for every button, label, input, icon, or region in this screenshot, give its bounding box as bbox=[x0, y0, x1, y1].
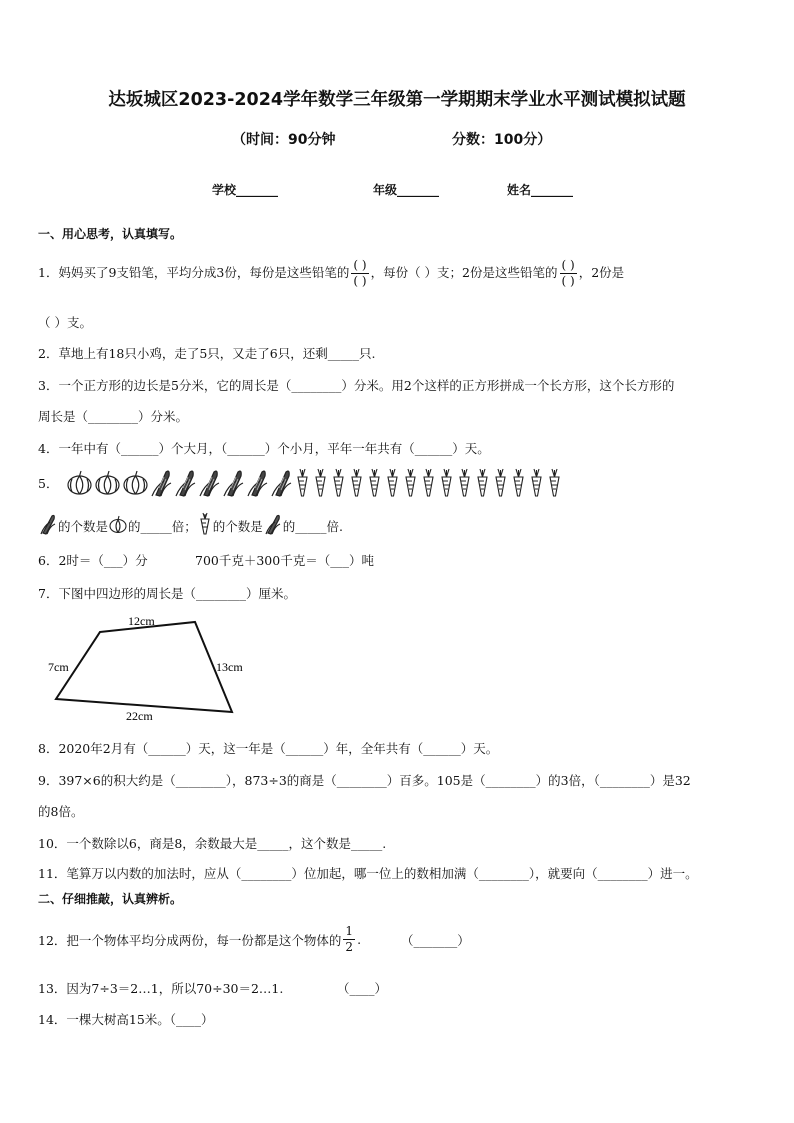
q1-fraction-2: $\frac{( )}{( )}$ bbox=[561, 258, 575, 288]
corn-icon bbox=[150, 468, 173, 498]
pumpkin-icon bbox=[108, 514, 128, 537]
side-label-top: 12cm bbox=[128, 614, 155, 628]
carrot-icon bbox=[294, 468, 311, 498]
question-1 bbox=[38, 258, 624, 289]
question-13-text: 13．因为7÷3＝2…1，所以70÷30＝2…1. bbox=[38, 981, 284, 996]
q1-part-a: 1．妈妈买了9支铅笔，平均分成3份，每份是这些铅笔的 bbox=[38, 265, 350, 280]
question-9-line-1: 9．397×6的积大约是（________），873÷3的商是（________）百多。105是（________）的3倍，（________）是32 bbox=[38, 773, 691, 788]
question-3-line-2: 周长是（________）分米。 bbox=[38, 409, 189, 424]
q5-icon-row bbox=[66, 468, 564, 498]
score-label: 分数：100分） bbox=[452, 132, 552, 148]
name-field: 姓名_______ bbox=[507, 183, 574, 197]
q13-answer-blank[interactable]: （____） bbox=[337, 981, 388, 996]
q1-part-b: ，每份（ ）支；2份是这些铅笔的 bbox=[370, 265, 558, 280]
section-2-heading: 二、仔细推敲，认真辨析。 bbox=[38, 892, 183, 906]
corn-icon bbox=[222, 468, 245, 498]
side-label-left: 7cm bbox=[48, 660, 69, 674]
corn-icon bbox=[246, 468, 269, 498]
question-2: 2．草地上有18只小鸡，走了5只，又走了6只，还剩_____只. bbox=[38, 346, 376, 361]
question-11: 11．笔算万以内数的加法时，应从（________）位加起，哪一位上的数相加满（________），就要向（________）进一。 bbox=[38, 866, 698, 881]
carrot-icon bbox=[510, 468, 527, 498]
side-label-bottom: 22cm bbox=[126, 709, 153, 723]
carrot-icon bbox=[438, 468, 455, 498]
carrot-icon bbox=[546, 468, 563, 498]
q5-text-1: 的个数是 bbox=[58, 518, 109, 534]
quadrilateral-figure bbox=[40, 608, 270, 728]
q5-text-2: 的_____倍； bbox=[128, 518, 197, 534]
q12-fraction: $\frac{1}{2}$ bbox=[345, 924, 354, 954]
question-8: 8．2020年2月有（______）天，这一年是（______）年，全年共有（______）天。 bbox=[38, 741, 499, 756]
exam-title: 达坂城区2023-2024学年数学三年级第一学期期末学业水平测试模拟试题 bbox=[108, 90, 686, 110]
question-10: 10．一个数除以6，商是8，余数最大是_____，这个数是_____. bbox=[38, 836, 387, 851]
section-1-heading: 一、用心思考，认真填写。 bbox=[38, 227, 183, 241]
q1-part-c: ，2份是 bbox=[578, 265, 625, 280]
corn-icon bbox=[263, 512, 283, 539]
q5-number: 5． bbox=[38, 476, 59, 491]
pumpkin-icon bbox=[66, 470, 93, 496]
question-5-text bbox=[38, 512, 343, 539]
school-field: 学校_______ bbox=[212, 183, 279, 197]
carrot-icon bbox=[402, 468, 419, 498]
quadrilateral-shape bbox=[56, 622, 232, 712]
q5-text-4: 的_____倍. bbox=[282, 518, 344, 534]
carrot-icon bbox=[366, 468, 383, 498]
carrot-icon bbox=[197, 512, 213, 539]
corn-icon bbox=[198, 468, 221, 498]
carrot-icon bbox=[348, 468, 365, 498]
question-4: 4．一年中有（______）个大月，（______）个小月，平年一年共有（______）天。 bbox=[38, 441, 490, 456]
carrot-icon bbox=[384, 468, 401, 498]
side-label-right: 13cm bbox=[216, 660, 243, 674]
carrot-icon bbox=[474, 468, 491, 498]
grade-field: 年级_______ bbox=[373, 183, 440, 197]
carrot-icon bbox=[330, 468, 347, 498]
carrot-icon bbox=[492, 468, 509, 498]
question-9-line-2: 的8倍。 bbox=[38, 804, 84, 819]
question-5-figures bbox=[38, 468, 564, 498]
q12-text: 12．把一个物体平均分成两份，每一份都是这个物体的 bbox=[38, 932, 342, 948]
question-7: 7．下图中四边形的周长是（________）厘米。 bbox=[38, 586, 296, 601]
carrot-icon bbox=[420, 468, 437, 498]
corn-icon bbox=[174, 468, 197, 498]
carrot-icon bbox=[456, 468, 473, 498]
corn-icon bbox=[270, 468, 293, 498]
corn-icon bbox=[38, 512, 58, 539]
question-12 bbox=[38, 924, 470, 955]
question-6-part-b: 700千克＋300千克＝（___）吨 bbox=[195, 553, 374, 568]
pumpkin-icon bbox=[94, 470, 121, 496]
time-label: （时间：90分钟 bbox=[232, 132, 336, 148]
q1-fraction-1: $\frac{( )}{( )}$ bbox=[353, 258, 367, 288]
q12-period: . bbox=[357, 932, 362, 947]
q12-answer-blank[interactable]: （_______） bbox=[401, 932, 470, 948]
carrot-icon bbox=[312, 468, 329, 498]
q1-part-d: （ ）支。 bbox=[38, 315, 92, 330]
q5-text-3: 的个数是 bbox=[212, 518, 263, 534]
question-6-part-a: 6．2时＝（___）分 bbox=[38, 553, 148, 568]
pumpkin-icon bbox=[122, 470, 149, 496]
carrot-icon bbox=[528, 468, 545, 498]
question-3-line-1: 3．一个正方形的边长是5分米，它的周长是（________）分米。用2个这样的正方形拼成一个长方形，这个长方形的 bbox=[38, 378, 675, 393]
question-14: 14．一棵大树高15米。（____） bbox=[38, 1012, 214, 1027]
